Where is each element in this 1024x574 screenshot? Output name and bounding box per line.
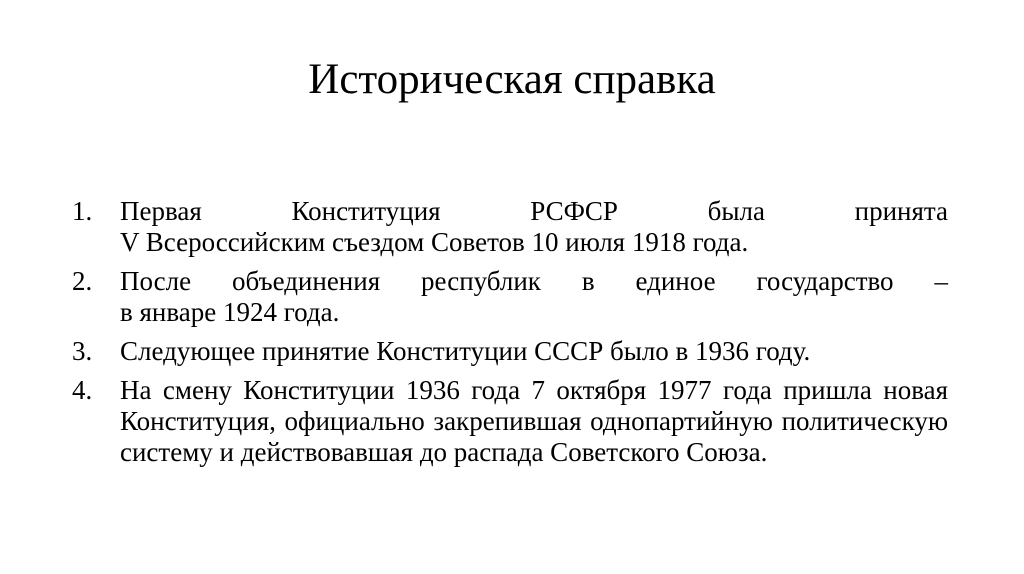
list-item-text: На смену Конституции 1936 года 7 октября 1977 года пришла новая Конституция, официально закрепившая однопартийную политическую систему и действовавшая до распада Советского Союза.	[120, 375, 948, 467]
slide-title: Историческая справка	[308, 56, 716, 103]
list-item-text: Следующее принятие Конституции СССР было в 1936 году.	[120, 336, 811, 366]
list-item-line: После объединения республик в единое государство –	[120, 266, 948, 296]
list-item-text	[120, 196, 948, 258]
list-item-number: 3.	[72, 336, 93, 366]
list-item	[72, 196, 948, 258]
list-item	[72, 266, 948, 328]
list-item-line: в январе 1924 года.	[120, 297, 340, 327]
list-item-line: Первая Конституция РСФСР была принята	[120, 196, 948, 226]
list-item-number: 1.	[72, 196, 93, 226]
list-item-number: 4.	[72, 375, 93, 405]
list-item	[72, 336, 948, 367]
list-item	[72, 375, 948, 468]
list-item-number: 2.	[72, 266, 93, 296]
history-list	[72, 196, 948, 476]
list-item-line: V Всероссийским съездом Советов 10 июля 1918 года.	[120, 227, 749, 257]
list-item-text	[120, 266, 948, 328]
